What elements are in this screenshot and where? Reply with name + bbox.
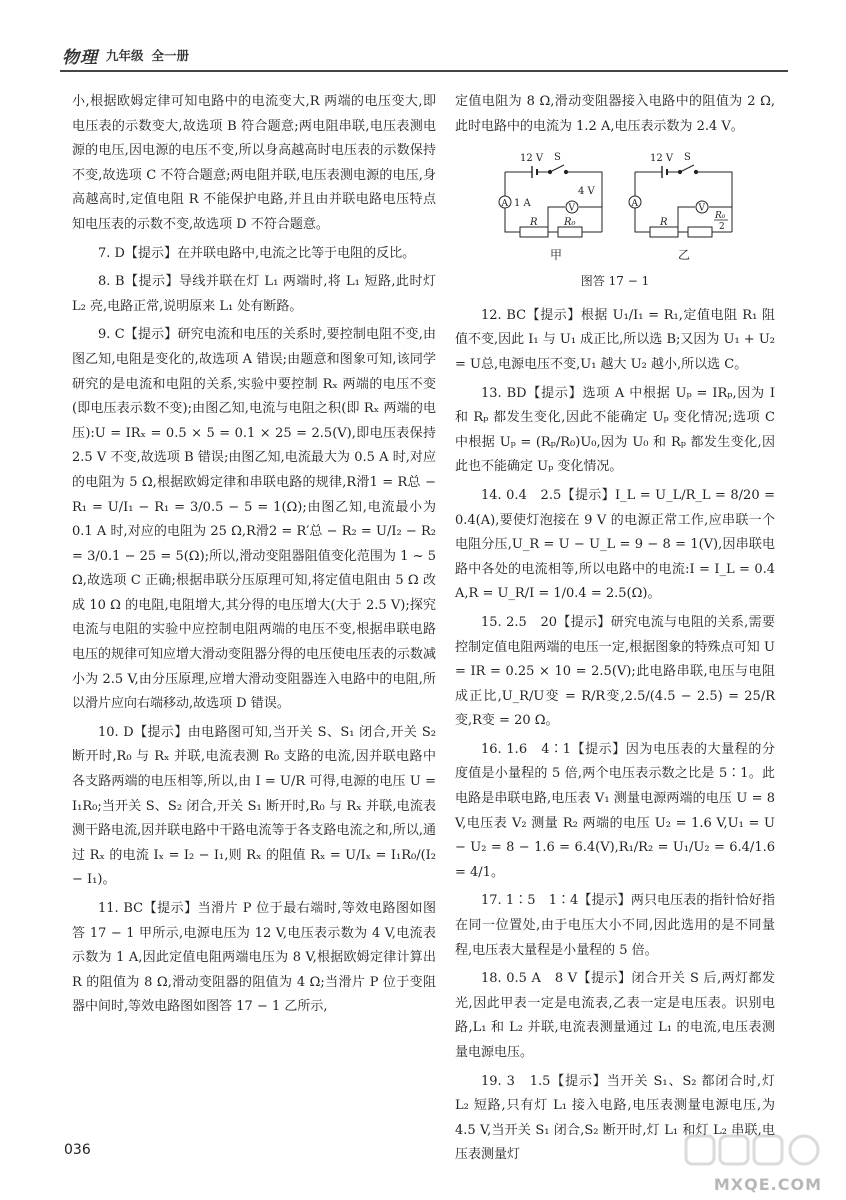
circuit-diagrams [490, 147, 740, 267]
circuit-jia [499, 152, 602, 262]
jia-circuit-label: 甲 [550, 248, 563, 263]
yi-battery-label: 12 V [650, 153, 674, 165]
answer-10: 10. D【提示】由电路图可知,当开关 S、S₁ 闭合,开关 S₂ 断开时,R₀ 与 Rₓ 并联,电流表测 R₀ 支路的电流,因并联电路中各支路两端的电压相等,所以,由 I = U/R 可得,电源的电压 U = I₁R₀;当开关 S、S₂ 闭合,开关 S₁ 断开时,R₀ 与 Rₓ 并联,电流表测干路电流,因并联电路中干路电流等于各支路电流之和,所以,通过 Rₓ 的电流 Iₓ = I₂ − I₁,则 Rₓ 的阻值 Rₓ = U/Iₓ = I₁R₀/(I₂ − I₁)。 [72, 724, 436, 888]
yi-circuit-label: 乙 [678, 248, 691, 263]
jia-ammeter-reading: 1 A [514, 198, 531, 210]
answer-12: 12. BC【提示】根据 U₁/I₁ = R₁,定值电阻 R₁ 阻值不变,因此 I₁ 与 U₁ 成正比,所以选 B;又因为 U₁ + U₂ = U总,电源电压不变,U₁ 越大 U₂ 越小,所以选 C。 [455, 307, 775, 372]
answer-7: 7. D【提示】在并联电路中,电流之比等于电阻的反比。 [98, 245, 416, 261]
answer-16: 16. 1.6 4∶1【提示】因为电压表的大量程的分度值是小量程的 5 倍,两个电压表示数之比是 5∶1。此电路是串联电路,电压表 V₁ 测量电源两端的电压 U = 8 V,电压表 V₂ 测量 R₂ 两端的电压 U₂ = 1.6 V,U₁ = U − U₂ = 8 − 1.6 = 6.4(V),R₁/R₂ = U₁/U₂ = 6.4/1.6 = 4/1。 [455, 741, 775, 880]
jia-battery-label: 12 V [520, 153, 544, 165]
answer-13: 13. BD【提示】选项 A 中根据 Uₚ = IRₚ,因为 I 和 Rₚ 都发生变化,因此不能确定 Uₚ 变化情况;选项 C 中根据 Uₚ = (Rₚ/R₀)U₀,因为 U₀ 和 Rₚ 都发生变化,因此也不能确定 Uₚ 变化情况。 [455, 385, 775, 475]
answer-6-continued: 小,根据欧姆定律可知电路中的电流变大,R 两端的电压变大,即电压表的示数变大,故选项 B 符合题意;两电阻串联,电压表测电源的电压,因电源的电压不变,所以身高越高时电压表的示数保持不变,故选项 C 不符合题意;两电阻并联,电压表测电源的电压,身高越高时,定值电阻 R 不能保护电路,并且由并联电路电压特点知电压表的示数不变,故选项 D 不符合题意。 [72, 94, 436, 232]
header-rule [60, 70, 788, 72]
page-number: 036 [64, 1142, 91, 1158]
running-header [62, 40, 189, 70]
jia-switch-label: S [554, 152, 561, 164]
yi-ammeter-symbol: A [631, 199, 638, 210]
answer-8: 8. B【提示】导线并联在灯 L₁ 两端时,将 L₁ 短路,此时灯 L₂ 亮,电路正常,说明原来 L₁ 处有断路。 [72, 274, 436, 314]
circuit-yi [629, 152, 732, 262]
answer-11-continued: 定值电阻为 8 Ω,滑动变阻器接入电路中的阻值为 2 Ω,此时电路中的电流为 1.2 A,电压表示数为 2.4 V。 [455, 94, 775, 134]
volume-label: 全一册 [151, 48, 190, 63]
yi-rheostat-denominator: 2 [719, 222, 725, 233]
figure-caption: 图答 17 − 1 [580, 274, 650, 289]
answer-17: 17. 1∶5 1∶4【提示】两只电压表的指针恰好指在同一位置处,由于电压大小不同,因此选用的是不同量程,电压表大量程是小量程的 5 倍。 [455, 893, 775, 958]
answer-9: 9. C【提示】研究电流和电压的关系时,要控制电阻不变,由图乙知,电阻是变化的,故选项 A 错误;由题意和图象可知,该同学研究的是电流和电阻的关系,实验中要控制 Rₓ 两端的电压不变(即电压表示数不变);由图乙知,电流与电阻之积(即 Rₓ 两端的电压):U = IRₓ = 0.5 × 5 = 0.1 × 25 = 2.5(V),即电压表保持 2.5 V 不变,故选项 B 错误;由图乙知,电流最大为 0.5 A 时,对应的电阻为 5 Ω,根据欧姆定律和串联电路的规律,R滑1 = R总 − R₁ = U/I₁ − R₁ = 3/0.5 − 5 = 1(Ω);由图乙知,电流最小为 0.1 A 时,对应的电阻为 25 Ω,R滑2 = R′总 − R₂ = U/I₂ − R₂ = 3/0.1 − 25 = 5(Ω);所以,滑动变阻器阻值变化范围为 1 ~ 5 Ω,故选项 C 正确;根据串联分压原理可知,将定值电阻由 5 Ω 改成 10 Ω 的电阻,电阻增大,其分得的电压增大(大于 2.5 V);探究电流与电阻的实验中应控制电阻两端的电压不变,根据串联电路电压的规律可知应增大滑动变阻器分得的电压使电压表的示数减小为 2.5 V,由分压原理,应增大滑动变阻器连入电路中的电阻,所以滑片应向右端移动,故选项 D 错误。 [72, 327, 437, 712]
answer-18: 18. 0.5 A 8 V【提示】闭合开关 S 后,两灯都发光,因此甲表一定是电流表,乙表一定是电压表。识别电路,L₁ 和 L₂ 并联,电流表测量通过 L₁ 的电流,电压表测量电源电压。 [455, 971, 775, 1060]
circuit-figure [455, 147, 775, 294]
answer-15: 15. 2.5 20【提示】研究电流与电阻的关系,需要控制定值电阻两端的电压一定,根据图象的特殊点可知 U = IR = 0.25 × 10 = 2.5(V);此电路串联,电压与电阻成正比,U_R/U变 = R/R变,2.5/(4.5 − 2.5) = 25/R变,R变 = 20 Ω。 [455, 614, 775, 729]
jia-rheostat-label: R₀ [564, 217, 576, 229]
watermark-text: MXQE.COM [713, 1175, 822, 1194]
yi-voltmeter-symbol: V [698, 203, 705, 214]
left-column [72, 90, 436, 1024]
yi-rheostat-numerator: R₀ [715, 211, 726, 222]
yi-resistor-label: R [660, 217, 668, 229]
grade-label: 九年级 [106, 48, 144, 63]
answer-14: 14. 0.4 2.5【提示】I_L = U_L/R_L = 8/20 = 0.4(A),要使灯泡接在 9 V 的电源正常工作,应串联一个电阻分压,U_R = U − U_L = 9 − 8 = 1(V),因串联电路中各处的电流相等,所以电路中的电流:I = I_L = 0.4 A,R = U_R/I = 1/0.4 = 2.5(Ω)。 [455, 487, 775, 602]
answer-19: 19. 3 1.5【提示】当开关 S₁、S₂ 都闭合时,灯 L₂ 短路,只有灯 L₁ 接入电路,电压表测量电源电压,为 4.5 V,当开关 S₁ 闭合,S₂ 断开时,灯 L₁ 和灯 L₂ 串联,电压表测量灯 [455, 1073, 775, 1163]
jia-voltmeter-symbol: V [568, 203, 575, 214]
answer-11: 11. BC【提示】当滑片 P 位于最右端时,等效电路图如图答 17 − 1 甲所示,电源电压为 12 V,电压表示数为 4 V,电流表示数为 1 A,因此定值电阻两端电压为 8 V,根据欧姆定律计算出 R 的阻值为 8 Ω,滑动变阻器的阻值为 4 Ω;当滑片 P 位于变阻器中间时,等效电路图如图答 17 − 1 乙所示, [72, 901, 436, 1015]
right-column [455, 90, 775, 1172]
yi-switch-label: S [684, 152, 691, 164]
jia-ammeter-symbol: A [501, 199, 508, 210]
jia-resistor-label: R [530, 217, 538, 229]
subject-logo: 物理 [62, 47, 98, 68]
jia-voltmeter-reading: 4 V [578, 186, 595, 198]
